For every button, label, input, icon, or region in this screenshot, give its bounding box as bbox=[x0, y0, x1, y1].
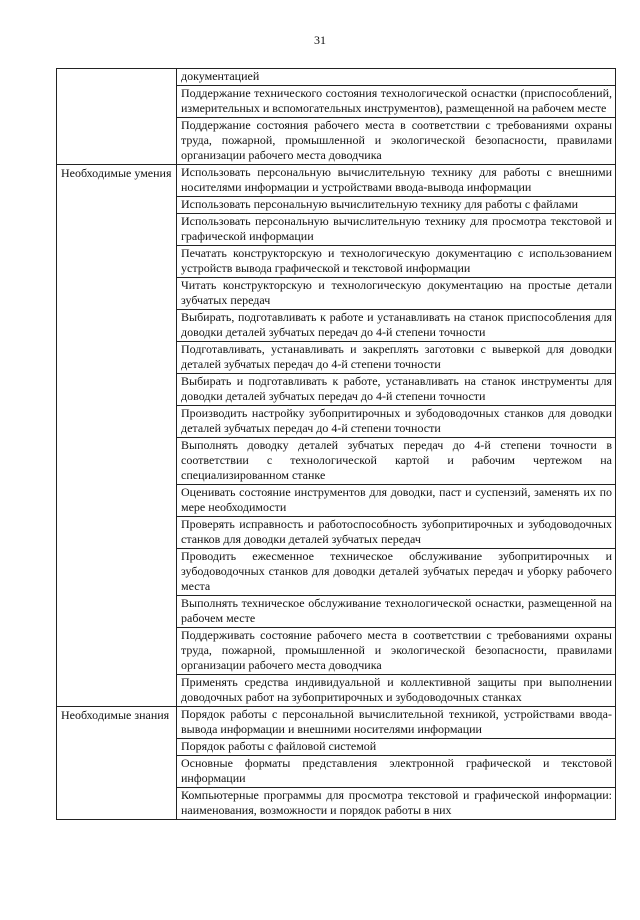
requirement-item: Порядок работы с персональной вычислительной техникой, устройствами ввода-вывода информации и внешними носителями информации bbox=[177, 707, 616, 739]
requirement-item: Поддержание состояния рабочего места в соответствии с требованиями охраны труда, пожарной, промышленной и экологической безопасности, правилами организации рабочего места доводчика bbox=[177, 118, 616, 165]
requirement-item: Оценивать состояние инструментов для доводки, паст и суспензий, заменять их по мере необходимости bbox=[177, 485, 616, 517]
table-row bbox=[57, 165, 616, 197]
requirement-item: Поддерживать состояние рабочего места в соответствии с требованиями охраны труда, пожарной, промышленной и экологической безопасности, правилами организации рабочего места доводчика bbox=[177, 628, 616, 675]
requirement-item: Поддержание технического состояния технологической оснастки (приспособлений, измерительных и вспомогательных инструментов), размещенной на рабочем месте bbox=[177, 86, 616, 118]
requirement-item: документацией bbox=[177, 69, 616, 86]
requirement-item: Подготавливать, устанавливать и закреплять заготовки с выверкой для доводки деталей зубчатых передач до 4-й степени точности bbox=[177, 342, 616, 374]
requirement-item: Выполнять доводку деталей зубчатых передач до 4-й степени точности в соответствии с технологической картой и рабочим чертежом на специализированном станке bbox=[177, 438, 616, 485]
requirement-item: Проводить ежесменное техническое обслуживание зубопритирочных и зубодоводочных станков для доводки деталей зубчатых передач и уборку рабочего места bbox=[177, 549, 616, 596]
section-label: Необходимые знания bbox=[57, 707, 177, 820]
requirement-item: Выбирать, подготавливать к работе и устанавливать на станок приспособления для доводки деталей зубчатых передач до 4-й степени точности bbox=[177, 310, 616, 342]
requirement-item: Печатать конструкторскую и технологическую документацию с использованием устройств вывода графической и текстовой информации bbox=[177, 246, 616, 278]
requirement-item: Порядок работы с файловой системой bbox=[177, 739, 616, 756]
requirement-item: Основные форматы представления электронной графической и текстовой информации bbox=[177, 756, 616, 788]
requirement-item: Использовать персональную вычислительную технику для просмотра текстовой и графической информации bbox=[177, 214, 616, 246]
requirements-table-body bbox=[57, 69, 616, 820]
requirement-item: Выполнять техническое обслуживание технологической оснастки, размещенной на рабочем месте bbox=[177, 596, 616, 628]
section-label bbox=[57, 69, 177, 165]
requirements-table bbox=[56, 68, 616, 820]
requirement-item: Использовать персональную вычислительную технику для работы с внешними носителями информации и устройствами ввода-вывода информации bbox=[177, 165, 616, 197]
requirement-item: Компьютерные программы для просмотра текстовой и графической информации: наименования, возможности и порядок работы в них bbox=[177, 788, 616, 820]
page-number: 31 bbox=[314, 33, 326, 47]
table-row bbox=[57, 69, 616, 86]
section-label: Необходимые умения bbox=[57, 165, 177, 707]
requirement-item: Производить настройку зубопритирочных и зубодоводочных станков для доводки деталей зубчатых передач до 4-й степени точности bbox=[177, 406, 616, 438]
requirement-item: Проверять исправность и работоспособность зубопритирочных и зубодоводочных станков для доводки деталей зубчатых передач bbox=[177, 517, 616, 549]
requirement-item: Выбирать и подготавливать к работе, устанавливать на станок инструменты для доводки деталей зубчатых передач до 4-й степени точности bbox=[177, 374, 616, 406]
requirement-item: Использовать персональную вычислительную технику для работы с файлами bbox=[177, 197, 616, 214]
requirement-item: Читать конструкторскую и технологическую документацию на простые детали зубчатых передач bbox=[177, 278, 616, 310]
requirement-item: Применять средства индивидуальной и коллективной защиты при выполнении доводочных работ на зубопритирочных и зубодоводочных станках bbox=[177, 675, 616, 707]
table-row bbox=[57, 707, 616, 739]
